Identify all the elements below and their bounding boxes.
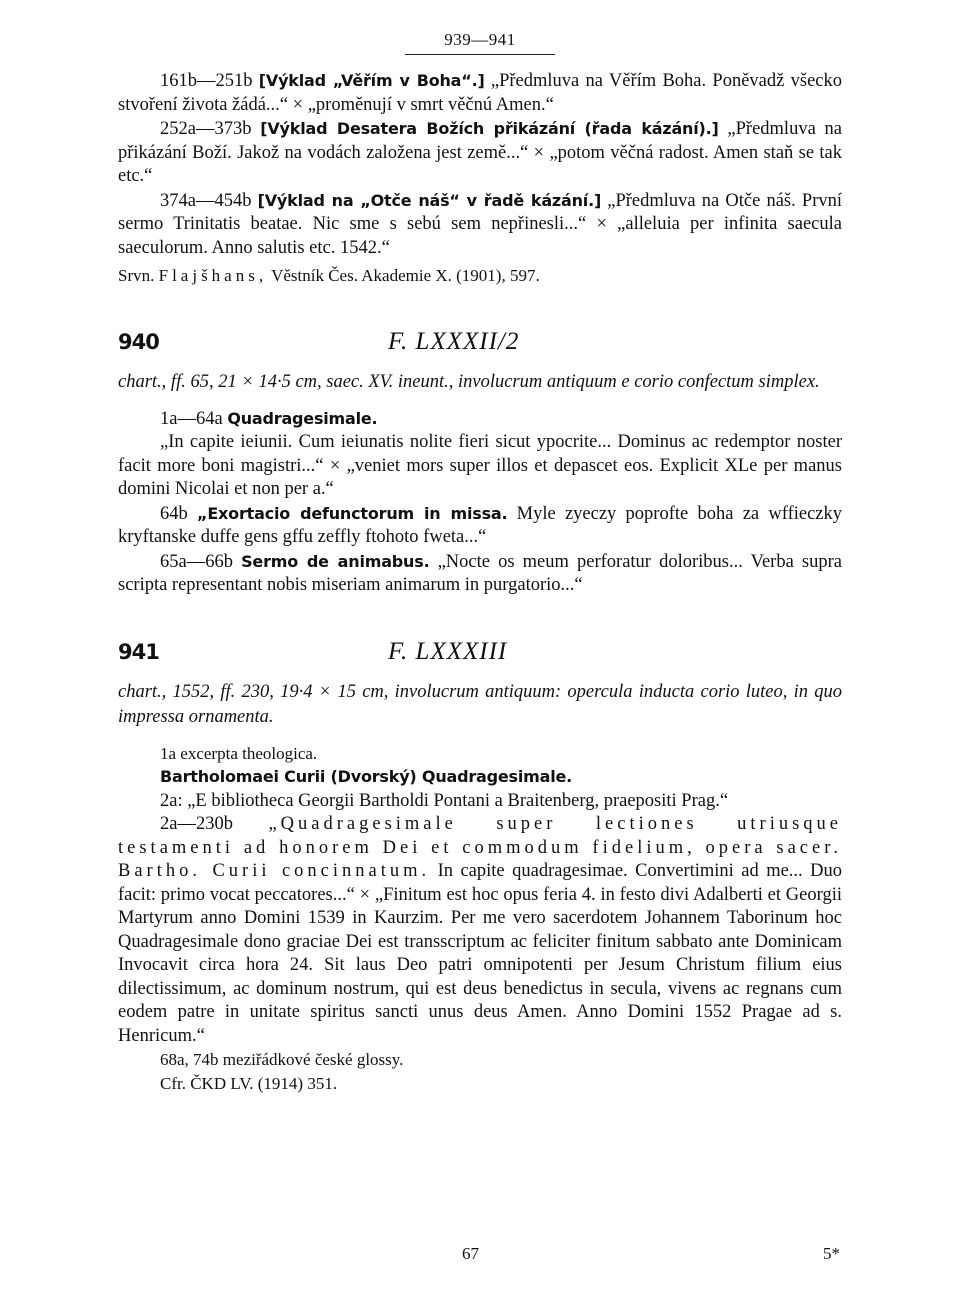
entry-line: 1a excerpta theologica. xyxy=(160,743,318,763)
entry-line xyxy=(118,765,842,790)
section-title: [Výklad „Věřím v Boha“.] xyxy=(258,71,485,90)
folio-range: 161b—251b xyxy=(160,71,253,91)
entry-940 xyxy=(118,328,842,598)
entry-line: 2a: „E bibliotheca Georgii Bartholdi Pontani a Braitenberg, praepositi Prag.“ xyxy=(160,790,729,811)
entry-line xyxy=(118,69,842,117)
entry-line xyxy=(118,813,842,1048)
spaced-title: „Quadragesimale super lectiones utriusque testamenti ad honorem Dei et commodum fidelium, opera sacer. Bartho. Curii concinnatum. xyxy=(118,814,842,881)
folio-range: 1a—64a xyxy=(160,408,223,429)
folio-range: 2a—230b xyxy=(160,814,233,834)
running-head: 939—941 xyxy=(405,30,555,55)
section-title: Bartholomaei Curii (Dvorský) Quadragesimale. xyxy=(160,767,573,786)
entry-line xyxy=(118,117,842,189)
reference-text: Věstník Čes. Akademie X. (1901), 597. xyxy=(271,266,540,285)
entry-line: Cfr. ČKD LV. (1914) 351. xyxy=(160,1073,338,1093)
incipit-explicit: „In capite ieiunii. Cum ieiunatis nolite fieri sicut ypocrite... Dominus ac redemptor noster facit more boni magistri...“ × „veniet mors super illos et depascet eos. Explicit XLe per manus domini Nicolai et non per a.“ xyxy=(118,432,842,499)
entry-939 xyxy=(118,69,842,288)
incipit-explicit: „Předmluva na Otče náš. První sermo Trinitatis beatae. Nic sme s sebú sem nepřinesli...“ × „alleluia per infinita saecula saeculorum. Anno salutis etc. 1542.“ xyxy=(118,190,842,258)
incipit-explicit: „Nocte os meum perforatur doloribus... Verba supra scripta representant nobis miseriam animarum in purgatorio...“ xyxy=(118,551,842,595)
entry-heading xyxy=(118,638,842,666)
section-title: [Výklad na „Otče náš“ v řadě kázání.] xyxy=(257,190,602,210)
page-number: 67 xyxy=(462,1244,479,1263)
codex-description: chart., 1552, ff. 230, 19·4 × 15 cm, involucrum antiquum: opercula inducta corio luteo, in quo impressa ornamenta. xyxy=(118,681,842,727)
entry-line: 68a, 74b meziřádkové české glossy. xyxy=(160,1050,404,1069)
entry-heading xyxy=(118,328,842,356)
entry-line xyxy=(118,407,842,432)
entry-number: 940 xyxy=(118,329,159,354)
entry-line xyxy=(118,189,842,261)
signature-mark: 5* xyxy=(823,1244,840,1263)
folio-range: 374a—454b xyxy=(160,190,252,211)
entry-line xyxy=(118,550,842,598)
entry-line xyxy=(118,502,842,550)
folio-range: 65a—66b xyxy=(160,551,233,572)
shelf-signature: F. LXXXIII xyxy=(388,637,508,665)
section-title: „Exortacio defunctorum in missa. xyxy=(197,503,508,523)
reference-author: Flajšhans, xyxy=(158,266,268,285)
reference-prefix: Srvn. xyxy=(118,266,155,285)
entry-line xyxy=(118,431,842,502)
shelf-signature: F. LXXXII/2 xyxy=(388,327,520,355)
reference-line xyxy=(118,264,842,288)
section-title: Quadragesimale. xyxy=(227,408,378,428)
incipit-explicit: „Předmluva na přikázání Boží. Jakož na vodách založena jest země...“ × „potom věčná radost. Amen staň se tak etc.“ xyxy=(118,119,843,186)
entry-number: 941 xyxy=(118,639,159,664)
section-title: [Výklad Desatera Božích přikázání (řada kázání).] xyxy=(260,119,719,138)
codex-description: chart., ff. 65, 21 × 14·5 cm, saec. XV. ineunt., involucrum antiquum e corio confectum simplex. xyxy=(118,371,820,392)
incipit-explicit: „Předmluva na Věřím Boha. Poněvadž všecko stvoření života žádá...“ × „proměnují v smrt věčnú Amen.“ xyxy=(118,71,842,115)
entry-941 xyxy=(118,638,842,1096)
incipit-explicit: Myle zyeczy poprofte boha za wffieczky kryftanske duffe gens gffu zeffly ftohoto fweta...“ xyxy=(118,503,843,547)
folio-range: 64b xyxy=(160,503,188,524)
section-title: Sermo de animabus. xyxy=(241,551,430,571)
document-page xyxy=(118,30,842,1095)
incipit-explicit: In capite quadragesimae. Convertimini ad me... Duo facit: primo vocat peccatores...“ × „Finitum est hoc opus feria 4. in festo divi Adalberti et Georgii Martyrum anno Domini 1539 in Kaurzim. Per me vero sacerdotem Johannem Taborinum hoc Quadragesimale dono graciae Dei est transscriptum ac feliciter finitum sabbato ante Dominicam Invocavit circa hora 24. Sit laus Deo patri omnipotenti per Jesum Christum filium eius dilectissimum, ac dominum nostrum, qui est deus benedictus in secula, vivens ac regnans cum eodem patre in unitate spiritus sancti unus deus Amen. Anno Domini 1552 Pragae ad s. Henricum.“ xyxy=(118,861,842,1046)
folio-range: 252a—373b xyxy=(160,119,252,139)
